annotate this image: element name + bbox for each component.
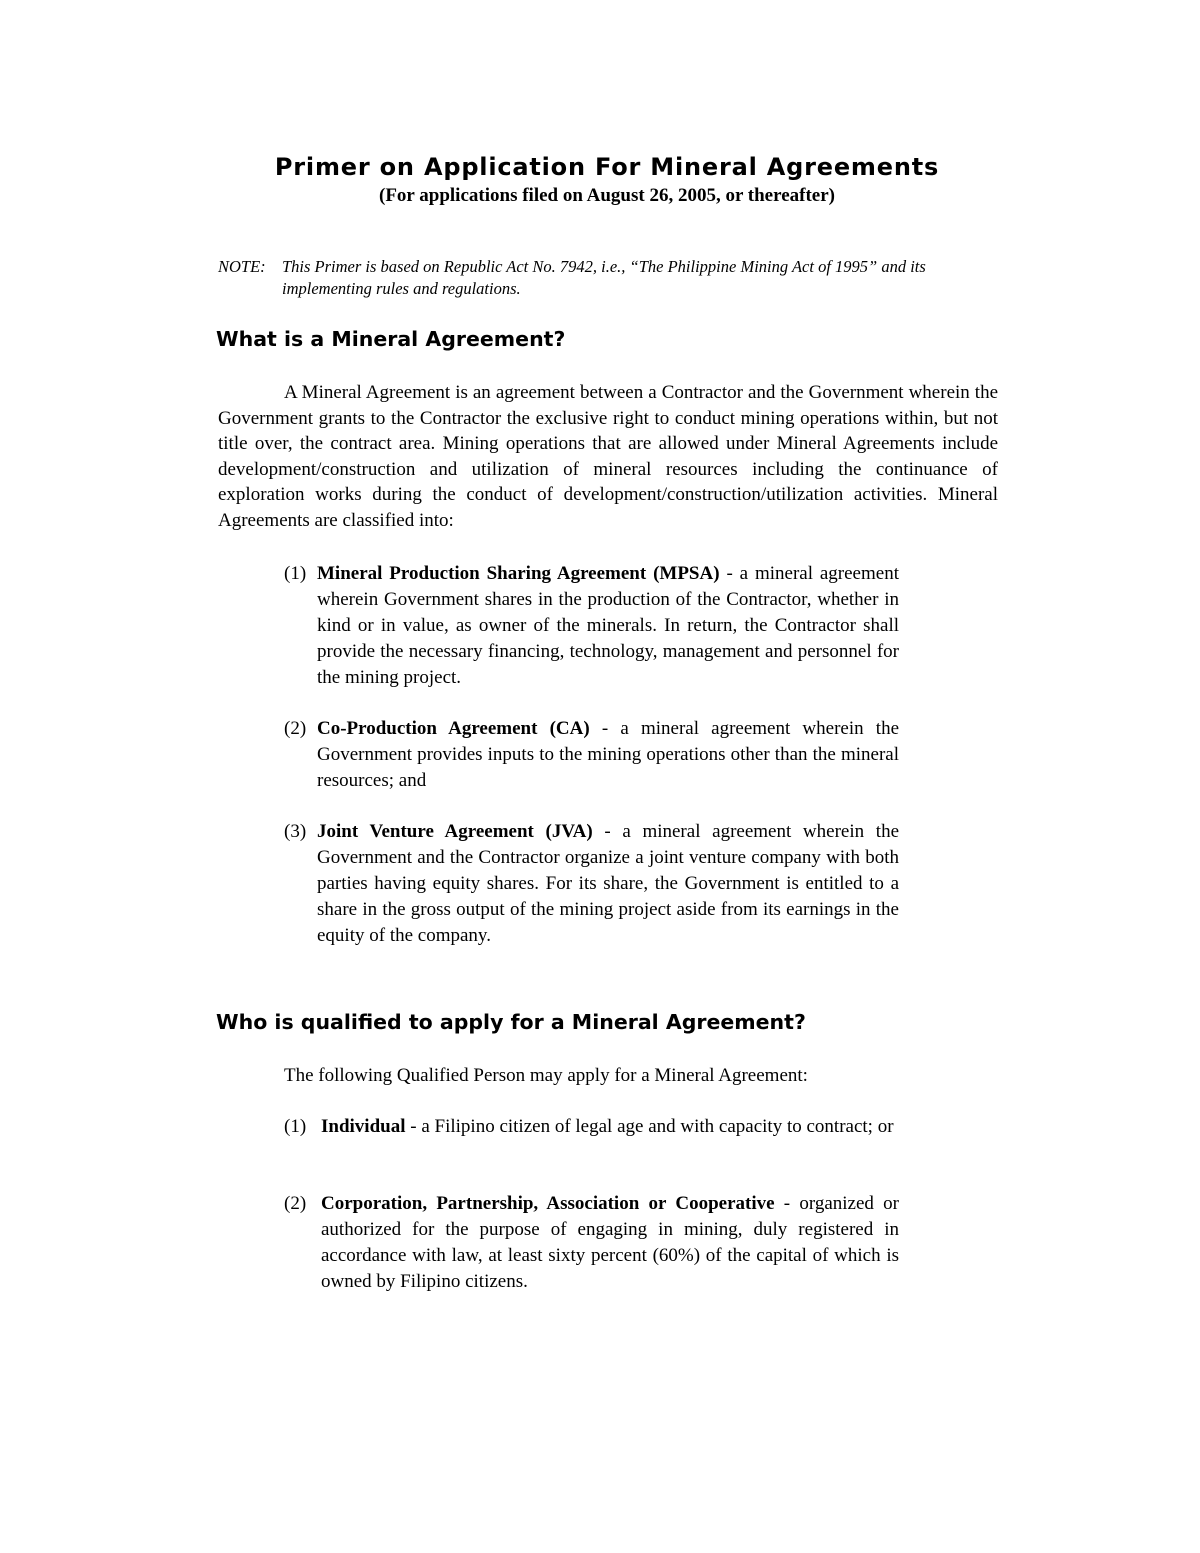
note-block bbox=[218, 256, 1000, 300]
section-paragraph-definition: A Mineral Agreement is an agreement between a Contractor and the Government wherein the Government grants to the Contractor the exclusive right to conduct mining operations within, but not title over, the contract area. Mining operations that are allowed under Mineral Agreements include development/construction and utilization of mineral resources including the continuance of exploration works during the conduct of development/construction/utilization activities. Mineral Agreements are classified into: bbox=[218, 382, 998, 531]
list-item-text: - a mineral agreement wherein Government shares in the production of the Contractor, whether in kind or in value, as owner of the minerals. In return, the Contractor shall provide the necessary financing, technology, management and personnel for the mining project. bbox=[317, 563, 899, 688]
list-item-ca bbox=[284, 716, 899, 794]
list-item-number: (1) bbox=[284, 1116, 307, 1137]
section-intro-qualified: The following Qualified Person may apply for a Mineral Agreement: bbox=[284, 1065, 808, 1086]
list-item-label: Co-Production Agreement (CA) bbox=[317, 718, 590, 739]
list-item-text: - organized or authorized for the purpose of engaging in mining, duly registered in accordance with law, at least sixty percent (60%) of the capital of which is owned by Filipino citizens. bbox=[321, 1193, 899, 1292]
list-item-number: (3) bbox=[284, 821, 307, 842]
document-subtitle: (For applications filed on August 26, 2005, or thereafter) bbox=[379, 185, 835, 206]
list-item-text: - a mineral agreement wherein the Government and the Contractor organize a joint venture company with both parties having equity shares. For its share, the Government is entitled to a share in the gross output of the mining project aside from its earnings in the equity of the company. bbox=[317, 821, 900, 946]
list-item-number: (2) bbox=[284, 1193, 307, 1214]
section-heading-who-qualified: Who is qualified to apply for a Mineral Agreement? bbox=[216, 1010, 806, 1034]
list-item-label: Mineral Production Sharing Agreement (MPSA) bbox=[317, 563, 720, 584]
list-item-label: Joint Venture Agreement (JVA) bbox=[317, 821, 593, 842]
list-item-individual bbox=[284, 1114, 899, 1140]
section-heading-what-is: What is a Mineral Agreement? bbox=[216, 327, 566, 351]
list-item-label: Individual bbox=[321, 1116, 406, 1137]
list-item-text: - a mineral agreement wherein the Government provides inputs to the mining operations other than the mineral resources; and bbox=[317, 718, 899, 791]
document-title: Primer on Application For Mineral Agreements bbox=[274, 153, 940, 181]
list-item-number: (2) bbox=[284, 718, 307, 739]
list-item-label: Corporation, Partnership, Association or Cooperative bbox=[321, 1193, 775, 1214]
list-item-number: (1) bbox=[284, 563, 307, 584]
note-text: This Primer is based on Republic Act No. 7942, i.e., “The Philippine Mining Act of 1995” and its implementing rules and regulations. bbox=[282, 257, 926, 298]
list-item-text: - a Filipino citizen of legal age and with capacity to contract; or bbox=[405, 1116, 894, 1137]
list-item-mpsa bbox=[284, 561, 899, 691]
list-item-corporation bbox=[284, 1191, 899, 1295]
note-label: NOTE: bbox=[218, 257, 266, 276]
list-item-jva bbox=[284, 819, 899, 949]
